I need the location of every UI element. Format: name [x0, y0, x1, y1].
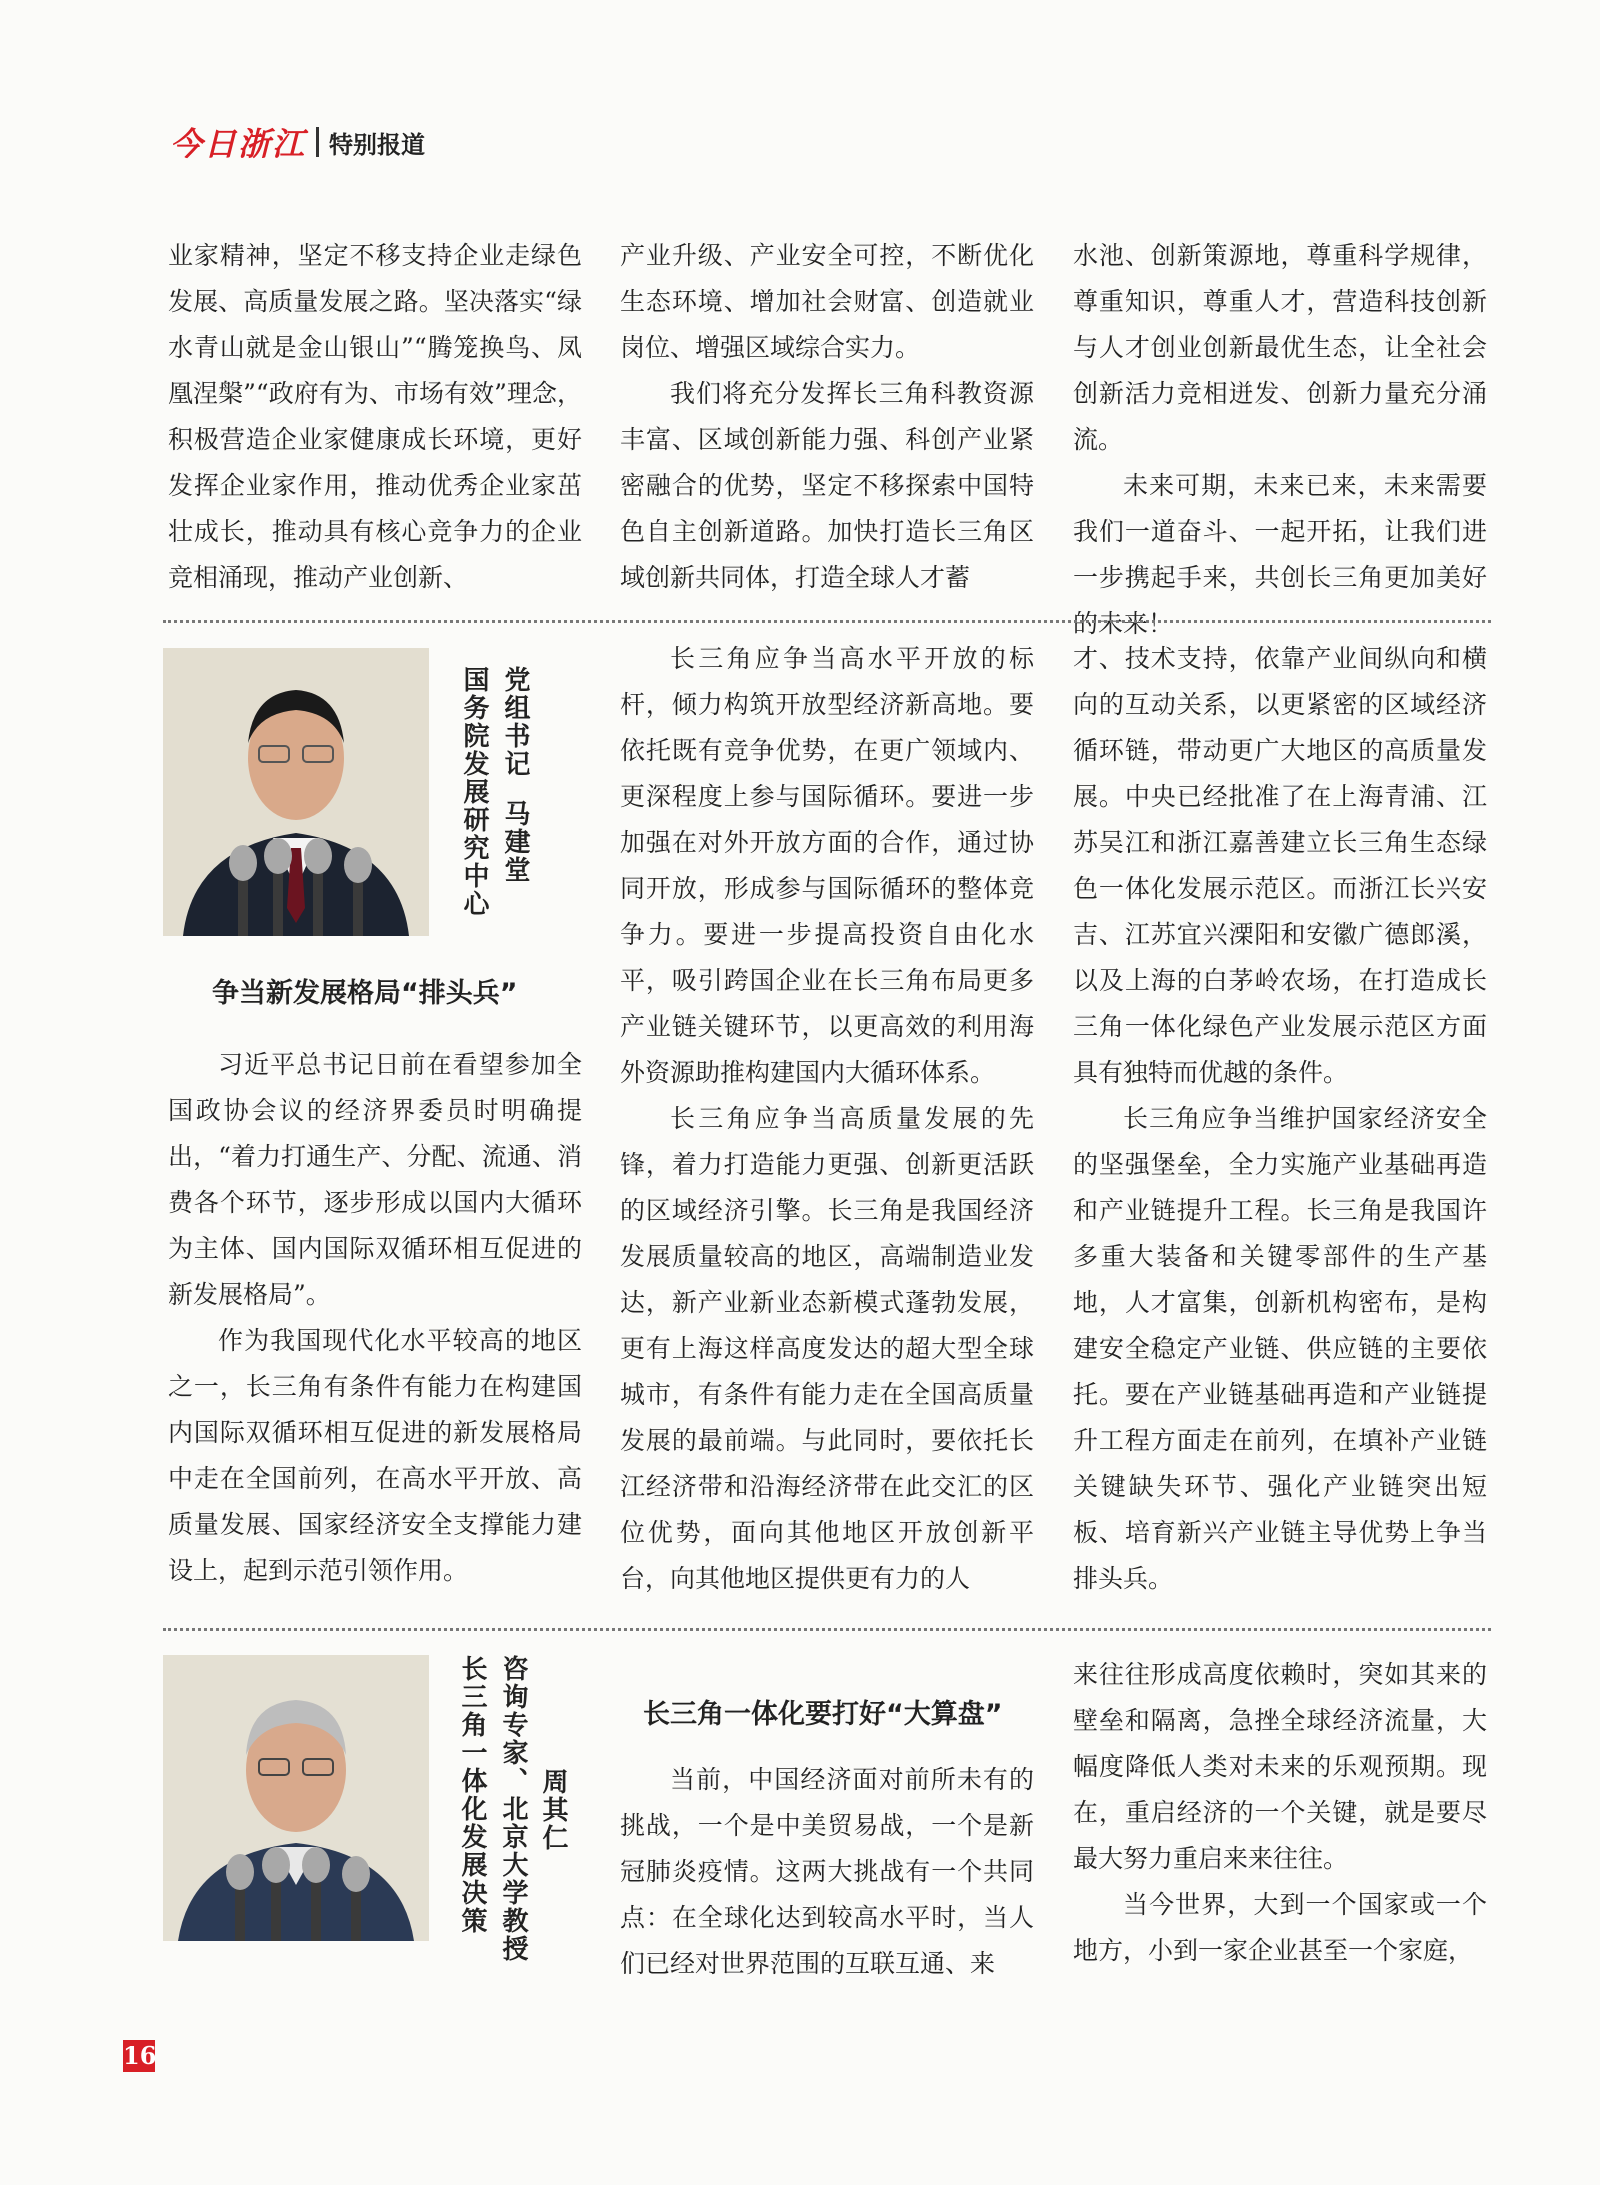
header-divider: [316, 127, 319, 157]
page-number: 16: [123, 2041, 157, 2070]
portrait-photo-zhou-qiren: [163, 1655, 429, 1941]
paragraph: 长三角应争当维护国家经济安全的坚强堡垒，全力实施产业基础再造和产业链提升工程。长三角是我国许多重大装备和关键零部件的生产基地，人才富集，创新机构密布，是构建安全稳定产业链、供应链的主要依托。要在产业链基础再造和产业链提升工程方面走在前列，在填补产业链关键缺失环节、强化产业链突出短板、培育新兴产业链主导优势上争当排头兵。: [1073, 1104, 1487, 1593]
middle-column-1: [168, 1042, 582, 1594]
paragraph: 习近平总书记日前在看望参加全国政协会议的经济界委员时明确提出，“着力打通生产、分配、流通、消费各个环节，逐步形成以国内大循环为主体、国内国际双循环相互促进的新发展格局”。: [168, 1050, 582, 1309]
middle-column-2: [620, 636, 1034, 1602]
top-column-3: [1073, 233, 1487, 647]
bottom-column-3: [1073, 1652, 1487, 1974]
paragraph: 来往往形成高度依赖时，突如其来的壁垒和隔离，急挫全球经济流量，大幅度降低人类对未来的乐观预期。现在，重启经济的一个关键，就是要尽最大努力重启来来往往。: [1073, 1660, 1487, 1873]
person-title-line-2: 国务院发展研究中心: [459, 666, 489, 918]
section-divider: [163, 620, 1491, 623]
paragraph: 当今世界，大到一个国家或一个地方，小到一家企业甚至一个家庭，: [1073, 1890, 1487, 1965]
subhead: 长三角一体化要打好“大算盘”: [643, 1699, 1003, 1730]
person-name: 马建堂: [500, 800, 530, 884]
section-divider: [163, 1628, 1491, 1631]
paragraph: 当前，中国经济面对前所未有的挑战，一个是中美贸易战，一个是新冠肺炎疫情。这两大挑战有一个共同点：在全球化达到较高水平时，当人们已经对世界范围的互联互通、来: [620, 1765, 1034, 1978]
paragraph: 长三角应争当高质量发展的先锋，着力打造能力更强、创新更活跃的区域经济引擎。长三角是我国经济发展质量较高的地区，高端制造业发达，新产业新业态新模式蓬勃发展，更有上海这样高度发达的超大型全球城市，有条件有能力走在全国高质量发展的最前端。与此同时，要依托长江经济带和沿海经济带在此交汇的区位优势，面向其他地区开放创新平台，向其他地区提供更有力的人: [620, 1104, 1034, 1593]
person-title-line-1: 党组书记马建堂: [500, 666, 530, 884]
top-column-1: [168, 233, 582, 601]
person-title-line-1: 咨询专家、北京大学教授: [498, 1655, 528, 1963]
paragraph: 我们将充分发挥长三角科教资源丰富、区域创新能力强、科创产业紧密融合的优势，坚定不移探索中国特色自主创新道路。加快打造长三角区域创新共同体，打造全球人才蓄: [620, 379, 1034, 592]
page-header: [170, 122, 425, 162]
paragraph: 产业升级、产业安全可控，不断优化生态环境、增加社会财富、创造就业岗位、增强区域综合实力。: [620, 241, 1034, 362]
section-label: 特别报道: [329, 130, 426, 159]
person-title-line-2: 长三角一体化发展决策: [457, 1655, 487, 1935]
paragraph: 水池、创新策源地，尊重科学规律，尊重知识，尊重人才，营造科技创新与人才创业创新最优生态，让全社会创新活力竞相迸发、创新力量充分涌流。: [1073, 241, 1487, 454]
portrait-photo-ma-jiantang: [163, 648, 429, 936]
paragraph: 作为我国现代化水平较高的地区之一，长三角有条件有能力在构建国内国际双循环相互促进的新发展格局中走在全国前列，在高水平开放、高质量发展、国家经济安全支撑能力建设上，起到示范引领作用。: [168, 1326, 582, 1585]
middle-column-3: [1073, 636, 1487, 1602]
subhead: 争当新发展格局“排头兵”: [212, 978, 518, 1009]
paragraph: 长三角应争当高水平开放的标杆，倾力构筑开放型经济新高地。要依托既有竞争优势，在更广领域内、更深程度上参与国际循环。要进一步加强在对外开放方面的合作，通过协同开放，形成参与国际循环的整体竞争力。要进一步提高投资自由化水平，吸引跨国企业在长三角布局更多产业链关键环节，以更高效的利用海外资源助推构建国内大循环体系。: [620, 644, 1034, 1087]
paragraph: 业家精神，坚定不移支持企业走绿色发展、高质量发展之路。坚决落实“绿水青山就是金山银山”“腾笼换鸟、凤凰涅槃”“政府有为、市场有效”理念，积极营造企业家健康成长环境，更好发挥企业家作用，推动优秀企业家茁壮成长，推动具有核心竞争力的企业竞相涌现，推动产业创新、: [168, 241, 582, 592]
paragraph: 才、技术支持，依靠产业间纵向和横向的互动关系，以更紧密的区域经济循环链，带动更广大地区的高质量发展。中央已经批准了在上海青浦、江苏吴江和浙江嘉善建立长三角生态绿色一体化发展示范区。而浙江长兴安吉、江苏宜兴溧阳和安徽广德郎溪，以及上海的白茅岭农场，在打造成长三角一体化绿色产业发展示范区方面具有独特而优越的条件。: [1073, 644, 1487, 1087]
paragraph: 未来可期，未来已来，未来需要我们一道奋斗、一起开拓，让我们进一步携起手来，共创长三角更加美好的未来！: [1073, 471, 1487, 638]
magazine-logo: 今日浙江: [170, 125, 307, 163]
bottom-column-2: [620, 1757, 1034, 1987]
top-column-2: [620, 233, 1034, 601]
person-name: 周其仁: [538, 1768, 568, 1852]
